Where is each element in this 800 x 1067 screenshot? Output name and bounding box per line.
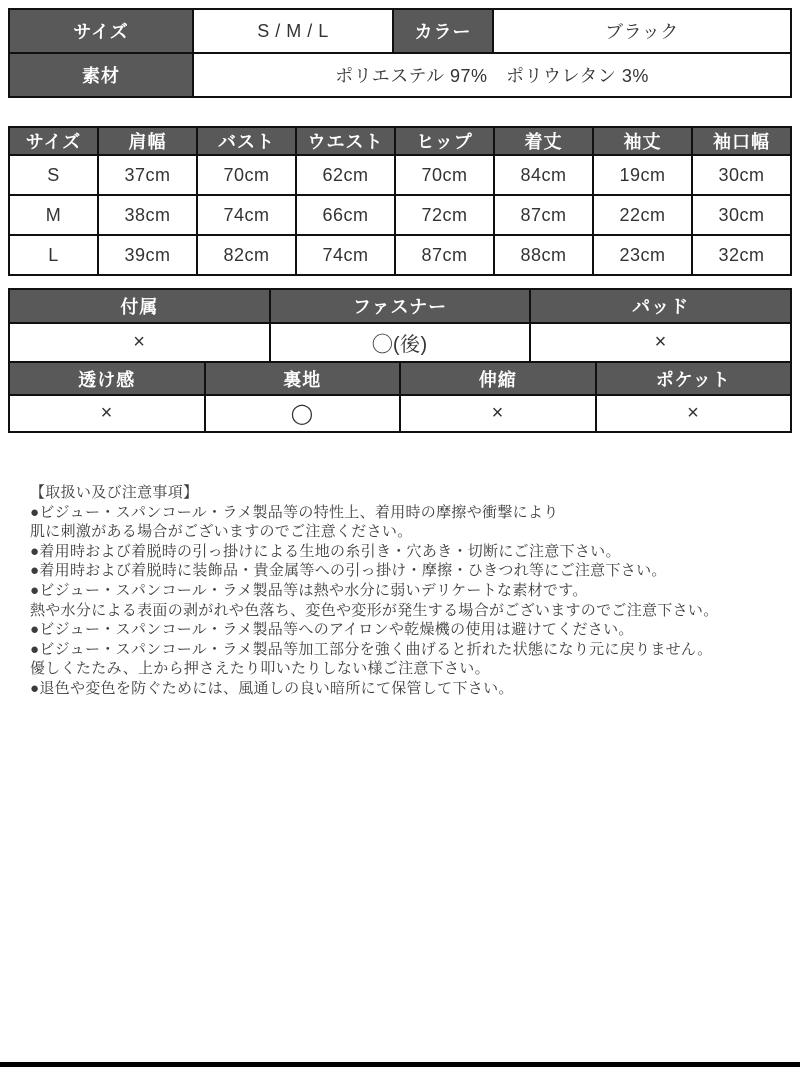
care-line: ●ビジュー・スパンコール・ラメ製品等加工部分を強く曲げると折れた状態になり元に戻りません。 bbox=[30, 640, 713, 658]
care-line: ●着用時および着脱時に装飾品・貴金属等への引っ掛け・摩擦・ひきつれ等にご注意下さい。 bbox=[30, 562, 667, 580]
row-s-size: S bbox=[10, 156, 97, 194]
row-m-shoulder: 38cm bbox=[99, 196, 196, 234]
row-l-waist: 74cm bbox=[297, 236, 394, 274]
row-s-shoulder: 37cm bbox=[99, 156, 196, 194]
sheerness-value: × bbox=[10, 396, 204, 431]
col-header-hip: ヒップ bbox=[396, 128, 493, 154]
size-value: S / M / L bbox=[194, 10, 392, 52]
material-label: 素材 bbox=[10, 54, 192, 96]
care-title: 【取扱い及び注意事項】 bbox=[30, 484, 199, 501]
col-header-waist: ウエスト bbox=[297, 128, 394, 154]
row-l-hip: 87cm bbox=[396, 236, 493, 274]
col-header-length: 着丈 bbox=[495, 128, 592, 154]
row-s-bust: 70cm bbox=[198, 156, 295, 194]
care-line: ●退色や変色を防ぐためには、風通しの良い暗所にて保管して下さい。 bbox=[30, 679, 514, 697]
row-s-waist: 62cm bbox=[297, 156, 394, 194]
col-header-bust: バスト bbox=[198, 128, 295, 154]
row-l-bust: 82cm bbox=[198, 236, 295, 274]
color-value: ブラック bbox=[494, 10, 790, 52]
row-m-bust: 74cm bbox=[198, 196, 295, 234]
row-l-size: L bbox=[10, 236, 97, 274]
care-line: 優しくたたみ、上から押さえたり叩いたりしない様ご注意下さい。 bbox=[30, 660, 490, 678]
row-m-cuff: 30cm bbox=[693, 196, 790, 234]
pocket-value: × bbox=[597, 396, 791, 431]
row-m-length: 87cm bbox=[495, 196, 592, 234]
stretch-label: 伸縮 bbox=[401, 363, 595, 394]
lining-value: ◯ bbox=[206, 396, 400, 431]
features-table-2 bbox=[8, 361, 792, 433]
row-s-cuff: 30cm bbox=[693, 156, 790, 194]
pad-label: パッド bbox=[531, 290, 790, 322]
bottom-divider bbox=[0, 1062, 800, 1067]
row-l-shoulder: 39cm bbox=[99, 236, 196, 274]
care-line: 熱や水分による表面の剥がれや色落ち、変色や変形が発生する場合がございますのでご注意下さい。 bbox=[30, 601, 719, 619]
row-m-sleeve: 22cm bbox=[594, 196, 691, 234]
care-line: ●ビジュー・スパンコール・ラメ製品等は熱や水分に弱いデリケートな素材です。 bbox=[30, 581, 588, 599]
size-label: サイズ bbox=[10, 10, 192, 52]
row-m-waist: 66cm bbox=[297, 196, 394, 234]
care-line: ●着用時および着脱時の引っ掛けによる生地の糸引き・穴あき・切断にご注意下さい。 bbox=[30, 542, 621, 560]
row-s-length: 84cm bbox=[495, 156, 592, 194]
pocket-label: ポケット bbox=[597, 363, 791, 394]
row-m-size: M bbox=[10, 196, 97, 234]
row-l-sleeve: 23cm bbox=[594, 236, 691, 274]
measurements-table bbox=[8, 126, 792, 276]
fastener-label: ファスナー bbox=[271, 290, 530, 322]
material-value: ポリエステル 97% ポリウレタン 3% bbox=[194, 54, 790, 96]
lining-label: 裏地 bbox=[206, 363, 400, 394]
features-table-1 bbox=[8, 288, 792, 363]
row-s-sleeve: 19cm bbox=[594, 156, 691, 194]
col-header-sleeve: 袖丈 bbox=[594, 128, 691, 154]
col-header-size: サイズ bbox=[10, 128, 97, 154]
color-label: カラー bbox=[394, 10, 492, 52]
care-line: ●ビジュー・スパンコール・ラメ製品等へのアイロンや乾燥機の使用は避けてください。 bbox=[30, 621, 634, 639]
col-header-cuff: 袖口幅 bbox=[693, 128, 790, 154]
sheerness-label: 透け感 bbox=[10, 363, 204, 394]
accessory-value: × bbox=[10, 324, 269, 361]
accessory-label: 付属 bbox=[10, 290, 269, 322]
pad-value: × bbox=[531, 324, 790, 361]
care-instructions bbox=[30, 483, 780, 699]
stretch-value: × bbox=[401, 396, 595, 431]
row-s-hip: 70cm bbox=[396, 156, 493, 194]
care-line: ●ビジュー・スパンコール・ラメ製品等の特性上、着用時の摩擦や衝撃により bbox=[30, 503, 559, 521]
row-l-cuff: 32cm bbox=[693, 236, 790, 274]
col-header-shoulder: 肩幅 bbox=[99, 128, 196, 154]
row-l-length: 88cm bbox=[495, 236, 592, 274]
care-line: 肌に刺激がある場合がございますのでご注意ください。 bbox=[30, 523, 413, 541]
product-info-table bbox=[8, 8, 792, 98]
row-m-hip: 72cm bbox=[396, 196, 493, 234]
fastener-value: ◯(後) bbox=[271, 324, 530, 361]
